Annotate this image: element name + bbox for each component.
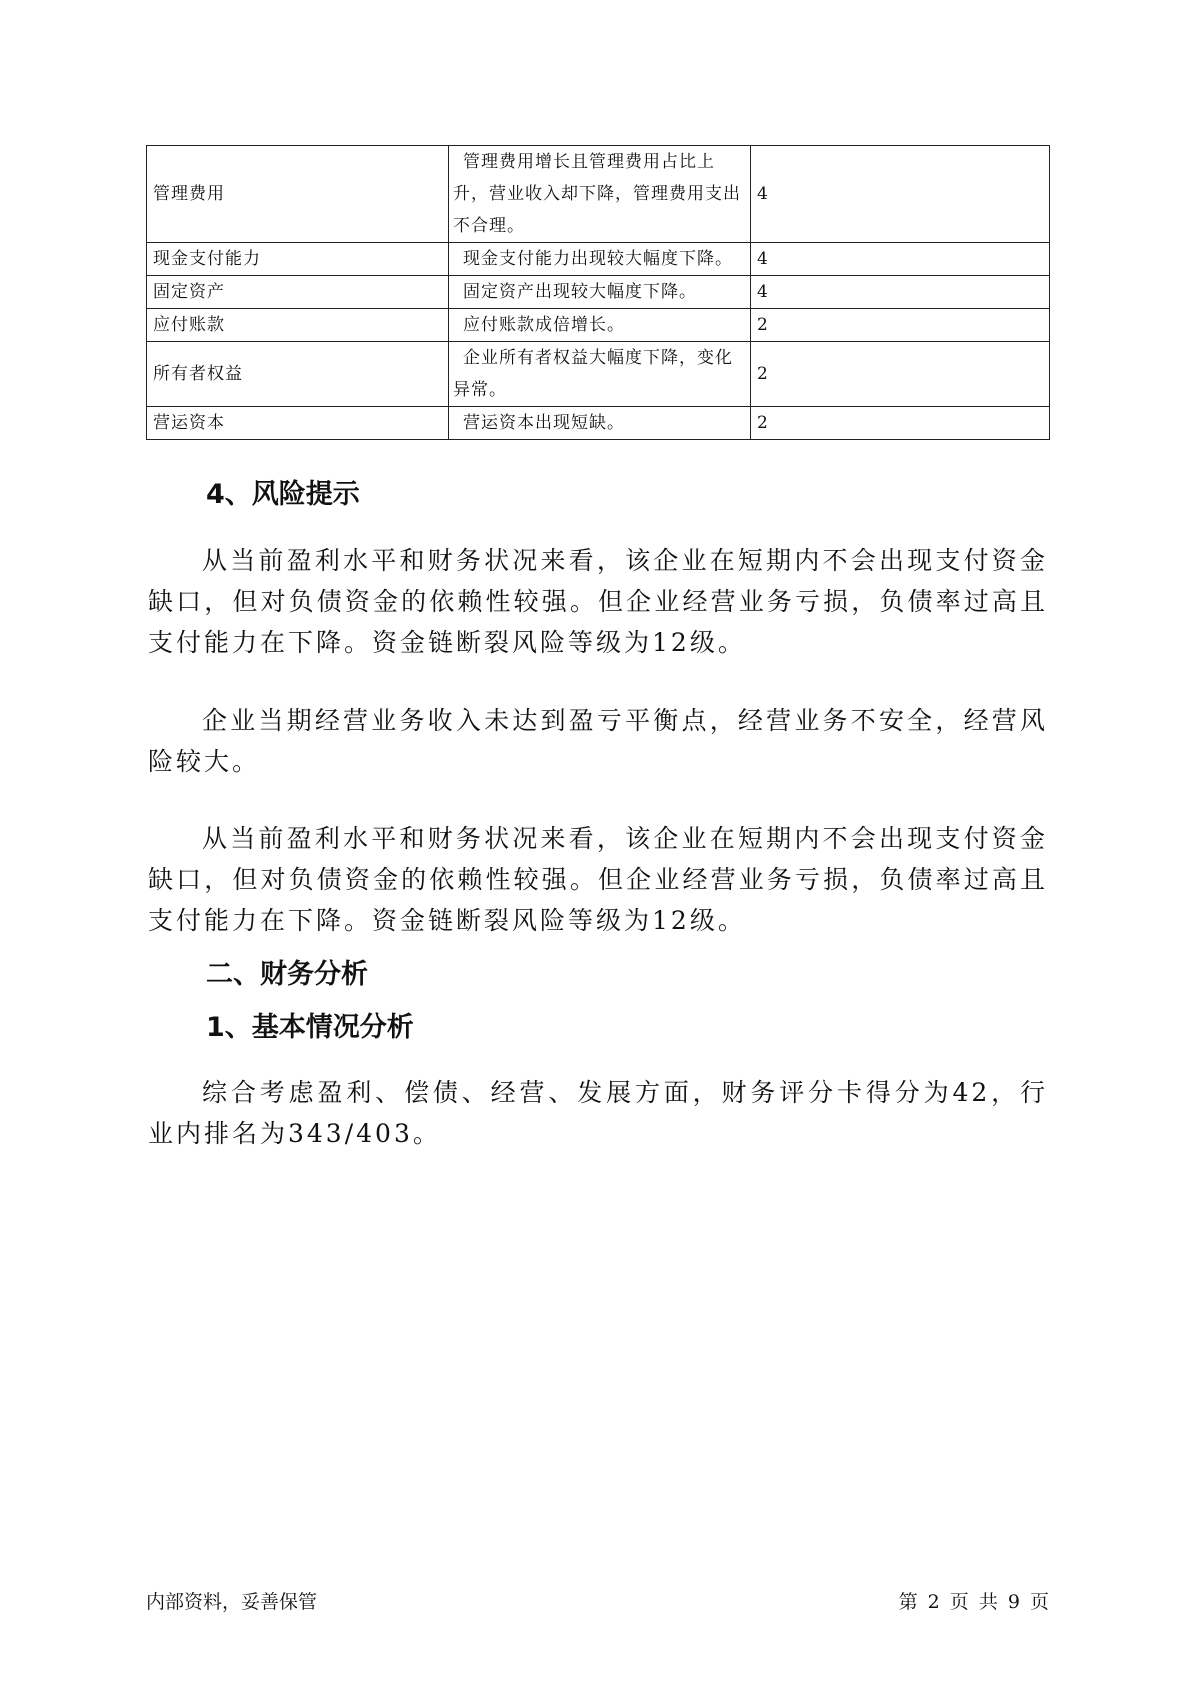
table-cell-description: 现金支付能力出现较大幅度下降。	[449, 243, 751, 276]
table-cell-score: 2	[751, 342, 1050, 407]
basic-analysis-paragraph: 综合考虑盈利、偿债、经营、发展方面，财务评分卡得分为42，行业内排名为343/403。	[148, 1078, 1048, 1148]
table-cell-description: 营运资本出现短缺。	[449, 407, 751, 440]
table-cell-description: 管理费用增长且管理费用占比上升，营业收入却下降，管理费用支出不合理。	[449, 146, 751, 243]
table-row	[147, 342, 1050, 407]
table-row	[147, 309, 1050, 342]
table-cell-item: 管理费用	[147, 146, 449, 243]
table-row	[147, 276, 1050, 309]
footer-confidential-note: 内部资料，妥善保管	[146, 1591, 318, 1613]
table-cell-score: 2	[751, 309, 1050, 342]
table-cell-item: 现金支付能力	[147, 243, 449, 276]
table-cell-description: 企业所有者权益大幅度下降，变化异常。	[449, 342, 751, 407]
finance-heading: 二、财务分析	[206, 959, 368, 990]
risk-indicator-table	[146, 145, 1050, 440]
risk-paragraph-3: 从当前盈利水平和财务状况来看，该企业在短期内不会出现支付资金缺口，但对负债资金的依赖性较强。但企业经营业务亏损，负债率过高且支付能力在下降。资金链断裂风险等级为12级。	[148, 824, 1048, 935]
table-cell-score: 2	[751, 407, 1050, 440]
table-row	[147, 407, 1050, 440]
table-cell-item: 营运资本	[147, 407, 449, 440]
risk-heading: 4、风险提示	[206, 479, 360, 510]
table-cell-item: 应付账款	[147, 309, 449, 342]
table-row	[147, 146, 1050, 243]
table-cell-score: 4	[751, 243, 1050, 276]
basic-analysis-heading: 1、基本情况分析	[206, 1012, 414, 1043]
table-row	[147, 243, 1050, 276]
table-cell-score: 4	[751, 146, 1050, 243]
footer-page-number: 第 2 页 共 9 页	[898, 1591, 1049, 1613]
table-cell-item: 所有者权益	[147, 342, 449, 407]
risk-paragraph-2: 企业当期经营业务收入未达到盈亏平衡点，经营业务不安全，经营风险较大。	[148, 706, 1048, 776]
risk-paragraph-1: 从当前盈利水平和财务状况来看，该企业在短期内不会出现支付资金缺口，但对负债资金的依赖性较强。但企业经营业务亏损，负债率过高且支付能力在下降。资金链断裂风险等级为12级。	[148, 546, 1048, 657]
table-cell-description: 应付账款成倍增长。	[449, 309, 751, 342]
table-cell-item: 固定资产	[147, 276, 449, 309]
table-cell-score: 4	[751, 276, 1050, 309]
table-cell-description: 固定资产出现较大幅度下降。	[449, 276, 751, 309]
